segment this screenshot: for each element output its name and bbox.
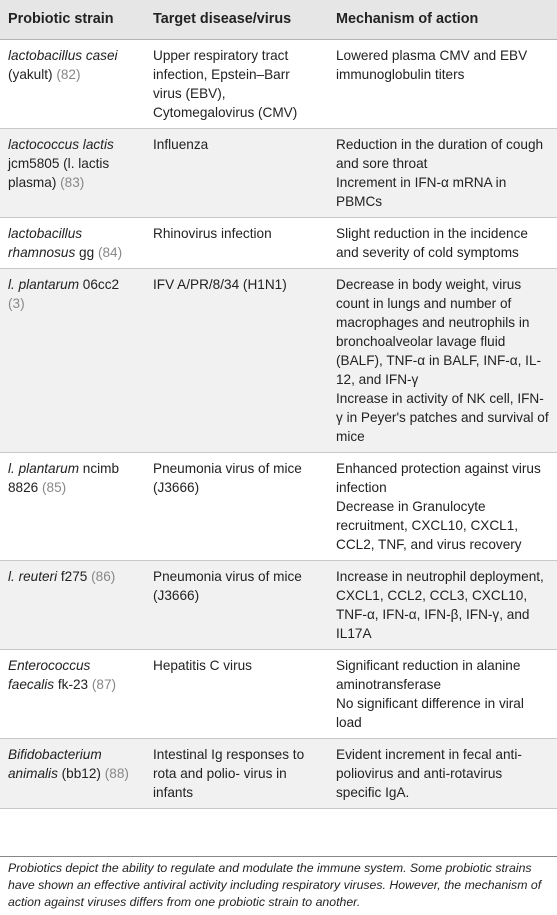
- reference-link[interactable]: (86): [91, 569, 116, 584]
- cell-target: Pneumonia virus of mice (J3666): [145, 453, 328, 561]
- cell-target: IFV A/PR/8/34 (H1N1): [145, 269, 328, 453]
- mechanism-line: Decrease in Granulocyte recruitment, CXCL10, CXCL1, CCL2, TNF, and virus recovery: [336, 499, 522, 552]
- header-target-disease: Target disease/virus: [145, 0, 328, 40]
- cell-target: Upper respiratory tract infection, Epstein–Barr virus (EBV), Cytomegalovirus (CMV): [145, 40, 328, 129]
- table-header: [0, 0, 557, 40]
- reference-link[interactable]: (88): [104, 766, 129, 781]
- strain-detail: 06cc2: [79, 277, 120, 292]
- strain-detail: fk-23: [54, 677, 92, 692]
- table-row: [0, 218, 557, 269]
- table-row: [0, 453, 557, 561]
- mechanism-line: Slight reduction in the incidence and severity of cold symptoms: [336, 226, 528, 260]
- strain-name: l. reuteri: [8, 569, 58, 584]
- mechanism-line: Lowered plasma CMV and EBV immunoglobulin titers: [336, 48, 528, 82]
- cell-mechanism: [328, 269, 557, 453]
- mechanism-line: Increment in IFN-α mRNA in PBMCs: [336, 175, 507, 209]
- reference-link[interactable]: (83): [60, 175, 85, 190]
- reference-link[interactable]: (87): [91, 677, 117, 692]
- cell-strain: [0, 40, 145, 129]
- strain-name: Bifidobacterium animalis: [8, 747, 102, 781]
- table-row: [0, 269, 557, 453]
- table-row: [0, 129, 557, 218]
- reference-link[interactable]: (84): [97, 245, 123, 260]
- cell-target: Pneumonia virus of mice (J3666): [145, 561, 328, 650]
- table-row: [0, 561, 557, 650]
- mechanism-line: No significant difference in viral load: [336, 696, 524, 730]
- reference-link[interactable]: (85): [42, 480, 67, 495]
- header-mechanism: Mechanism of action: [328, 0, 557, 40]
- mechanism-line: Significant reduction in alanine aminotransferase: [336, 658, 521, 692]
- reference-link[interactable]: (3): [8, 296, 25, 311]
- reference-link[interactable]: (82): [56, 67, 81, 82]
- cell-target: Hepatitis C virus: [145, 650, 328, 739]
- mechanism-line: Decrease in body weight, virus count in lungs and number of macrophages and neutrophils in bronchoalveolar lavage fluid (BALF), TNF-α in BALF, INF-α, IL-12, and IFN-γ: [336, 277, 542, 387]
- cell-mechanism: [328, 561, 557, 650]
- cell-target: Rhinovirus infection: [145, 218, 328, 269]
- strain-detail: f275: [57, 569, 92, 584]
- cell-target: Intestinal Ig responses to rota and polio- virus in infants: [145, 739, 328, 809]
- strain-name: lactococcus lactis: [8, 137, 114, 152]
- cell-strain: [0, 453, 145, 561]
- cell-mechanism: [328, 40, 557, 129]
- cell-mechanism: [328, 739, 557, 809]
- mechanism-line: Increase in activity of NK cell, IFN-γ in Peyer's patches and survival of mice: [336, 391, 549, 444]
- cell-strain: [0, 269, 145, 453]
- cell-mechanism: [328, 129, 557, 218]
- table-row: [0, 739, 557, 809]
- table-row: [0, 650, 557, 739]
- cell-strain: [0, 739, 145, 809]
- strain-detail: ncimb 8826: [8, 461, 120, 495]
- strain-detail: (yakult): [8, 67, 57, 82]
- strain-name: lactobacillus casei: [8, 48, 118, 63]
- strain-detail: gg: [75, 245, 98, 260]
- mechanism-line: Evident increment in fecal anti-poliovirus and anti-rotavirus specific IgA.: [336, 747, 522, 800]
- cell-mechanism: [328, 218, 557, 269]
- strain-name: l. plantarum: [8, 277, 80, 292]
- strain-name: l. plantarum: [8, 461, 80, 476]
- mechanism-line: Increase in neutrophil deployment, CXCL1, CCL2, CCL3, CXCL10, TNF-α, IFN-α, IFN-β, IFN-γ, and IL17A: [336, 569, 544, 641]
- strain-name: Enterococcus faecalis: [8, 658, 91, 692]
- strain-detail: jcm5805 (l. lactis plasma): [8, 156, 110, 190]
- cell-strain: [0, 129, 145, 218]
- strain-name: lactobacillus rhamnosus: [8, 226, 83, 260]
- table-row: [0, 40, 557, 129]
- cell-mechanism: [328, 453, 557, 561]
- table-footnote: Probiotics depict the ability to regulate and modulate the immune system. Some probiotic strains have shown an effective antiviral activity including respiratory viruses. However, the mechanism of action against viruses differs from one probiotic strain to another.: [0, 856, 557, 911]
- cell-target: Influenza: [145, 129, 328, 218]
- strain-detail: (bb12): [57, 766, 105, 781]
- header-probiotic-strain: Probiotic strain: [0, 0, 145, 40]
- mechanism-line: Enhanced protection against virus infection: [336, 461, 541, 495]
- cell-mechanism: [328, 650, 557, 739]
- table-body: [0, 40, 557, 809]
- cell-strain: [0, 218, 145, 269]
- cell-strain: [0, 561, 145, 650]
- cell-strain: [0, 650, 145, 739]
- mechanism-line: Reduction in the duration of cough and sore throat: [336, 137, 544, 171]
